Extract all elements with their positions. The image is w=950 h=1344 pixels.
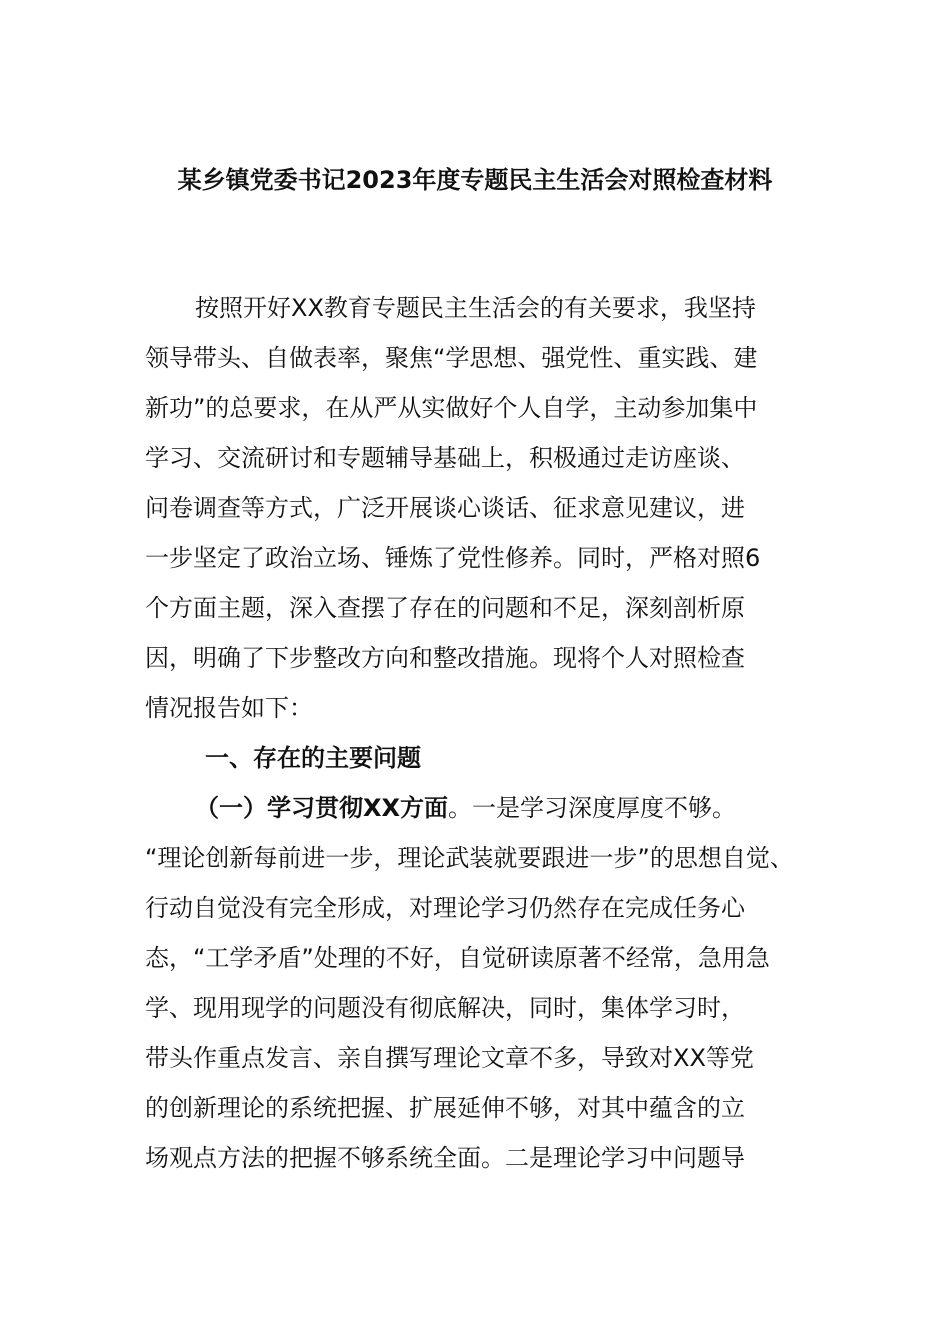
paragraph-line: 态，“工学矛盾”处理的不好，自觉研读原著不经常，急用急: [145, 944, 770, 972]
paragraph-line: 一步坚定了政治立场、锤炼了党性修养。同时，严格对照6: [145, 544, 761, 572]
paragraph-line: 问卷调查等方式，广泛开展谈心谈话、征求意见建议，进: [145, 494, 745, 522]
paragraph-line: 带头作重点发言、亲自撰写理论文章不多，导致对XX等党: [145, 1044, 754, 1072]
document-title: 某乡镇党委书记2023年度专题民主生活会对照检查材料: [177, 166, 773, 194]
paragraph-line: 新功”的总要求，在从严从实做好个人自学，主动参加集中: [145, 394, 758, 422]
paragraph-line: 因，明确了下步整改方向和整改措施。现将个人对照检查: [145, 644, 745, 672]
subsection-lead-text: 。一是学习深度厚度不够。: [448, 794, 737, 822]
paragraph-line: 领导带头、自做表率，聚焦“学思想、强党性、重实践、建: [145, 344, 758, 372]
paragraph-line: 学习、交流研讨和专题辅导基础上，积极通过走访座谈、: [145, 444, 745, 472]
paragraph-line: 情况报告如下：: [145, 694, 313, 722]
paragraph-line: 学、现用现学的问题没有彻底解决，同时，集体学习时，: [145, 994, 745, 1022]
paragraph-line: 行动自觉没有完全形成，对理论学习仍然存在完成任务心: [145, 894, 745, 922]
document-body: [145, 283, 825, 1183]
paragraph-line: 场观点方法的把握不够系统全面。二是理论学习中问题导: [145, 1144, 745, 1172]
paragraph-line: 个方面主题，深入查摆了存在的问题和不足，深刻剖析原: [145, 594, 745, 622]
subsection-line: [145, 783, 825, 833]
paragraph-line: “理论创新每前进一步，理论武装就要跟进一步”的思想自觉、: [145, 844, 794, 872]
section-heading: 一、存在的主要问题: [205, 744, 421, 772]
paragraph-line: 按照开好XX教育专题民主生活会的有关要求，我坚持: [195, 294, 756, 322]
paragraph-line: 的创新理论的系统把握、扩展延伸不够，对其中蕴含的立: [145, 1094, 745, 1122]
subsection-heading: （一）学习贯彻XX方面: [195, 794, 449, 822]
